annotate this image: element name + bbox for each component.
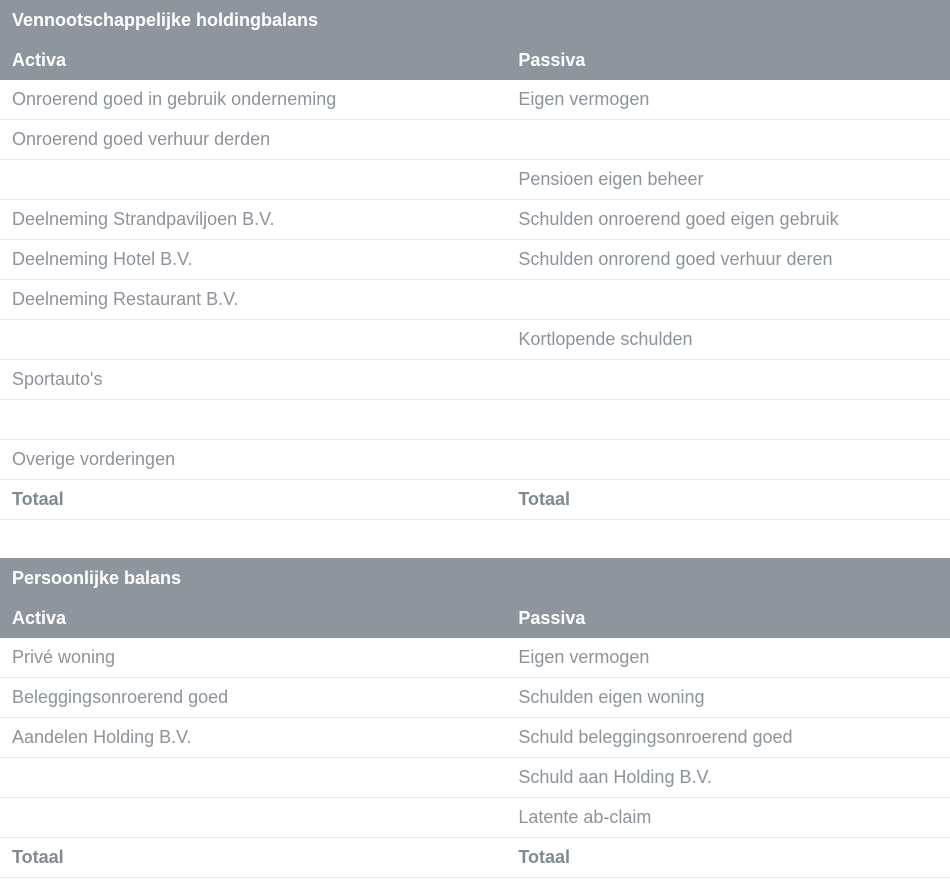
table-row	[0, 200, 950, 240]
cell-activa: Totaal	[12, 489, 64, 509]
table-row	[0, 838, 950, 878]
table-row	[0, 80, 950, 120]
cell-passiva: Latente ab-claim	[518, 807, 652, 827]
table-row	[0, 240, 950, 280]
table-row	[0, 320, 950, 360]
cell-activa: Sportauto's	[12, 369, 103, 389]
cell-activa: Deelneming Restaurant B.V.	[12, 289, 239, 309]
table-rows	[0, 638, 950, 878]
table-row	[0, 480, 950, 520]
cell-passiva: Eigen vermogen	[518, 89, 650, 109]
personal-table-header	[0, 558, 950, 638]
cell-activa: Totaal	[12, 847, 64, 867]
cell-passiva: Schuld beleggingsonroerend goed	[518, 727, 793, 747]
column-header-passiva: Passiva	[518, 608, 586, 628]
table-rows	[0, 80, 950, 520]
table-title: Persoonlijke balans	[12, 568, 182, 588]
cell-activa: Beleggingsonroerend goed	[12, 687, 229, 707]
cell-activa: Overige vorderingen	[12, 449, 176, 469]
cell-activa: Aandelen Holding B.V.	[12, 727, 192, 747]
table-row	[0, 360, 950, 400]
table-title: Vennootschappelijke holdingbalans	[12, 10, 319, 30]
table-row	[0, 798, 950, 838]
holding-table-header	[0, 0, 950, 80]
table-row	[0, 718, 950, 758]
column-header-row	[0, 598, 950, 638]
cell-passiva: Totaal	[518, 847, 571, 867]
cell-activa: Onroerend goed verhuur derden	[12, 129, 271, 149]
table-row	[0, 120, 950, 160]
cell-passiva: Totaal	[518, 489, 571, 509]
column-header-row	[0, 40, 950, 80]
cell-passiva: Schuld aan Holding B.V.	[518, 767, 712, 787]
cell-activa: Privé woning	[12, 647, 116, 667]
column-header-activa: Activa	[12, 50, 67, 70]
cell-passiva: Schulden onrorend goed verhuur deren	[518, 249, 833, 269]
cell-passiva: Schulden eigen woning	[518, 687, 705, 707]
cell-activa: Deelneming Hotel B.V.	[12, 249, 193, 269]
table-row	[0, 440, 950, 480]
table-row	[0, 678, 950, 718]
column-header-passiva: Passiva	[518, 50, 586, 70]
cell-passiva: Eigen vermogen	[518, 647, 650, 667]
column-header-activa: Activa	[12, 608, 67, 628]
cell-activa: Onroerend goed in gebruik onderneming	[12, 89, 337, 109]
cell-activa: Deelneming Strandpaviljoen B.V.	[12, 209, 275, 229]
table-row	[0, 400, 950, 440]
table-row	[0, 160, 950, 200]
personal-balance-table	[0, 558, 950, 878]
table-row	[0, 638, 950, 678]
table-row	[0, 758, 950, 798]
cell-passiva: Schulden onroerend goed eigen gebruik	[518, 209, 839, 229]
cell-passiva: Kortlopende schulden	[518, 329, 693, 349]
table-row	[0, 280, 950, 320]
cell-passiva: Pensioen eigen beheer	[518, 169, 704, 189]
